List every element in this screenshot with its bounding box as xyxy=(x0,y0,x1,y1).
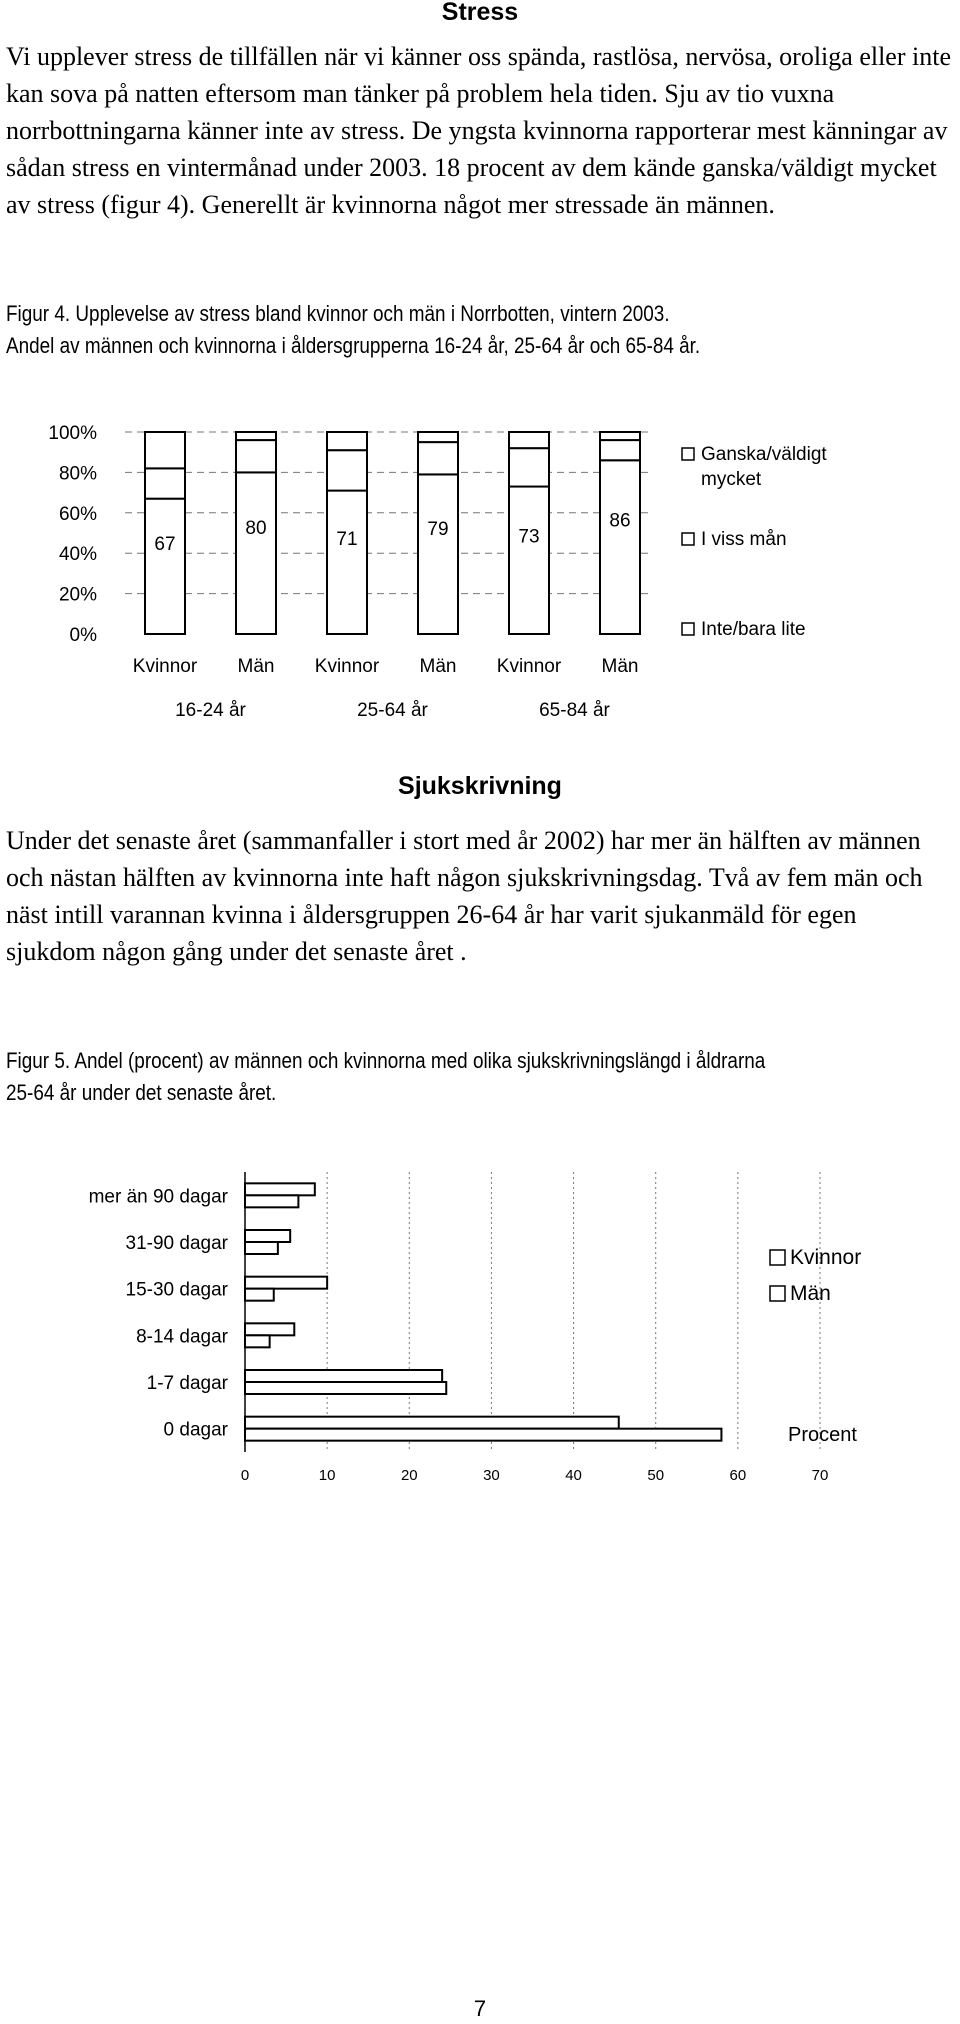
group-label: 25-64 år xyxy=(357,700,428,721)
group-label: 65-84 år xyxy=(539,700,610,721)
figure4-caption xyxy=(6,298,952,362)
bar-segment xyxy=(145,499,185,634)
bar-segment xyxy=(509,432,549,448)
bar-segment xyxy=(236,432,276,440)
category-label: Kvinnor xyxy=(496,656,562,677)
legend-swatch xyxy=(770,1286,785,1301)
bar-segment xyxy=(418,474,458,634)
x-axis-label: Procent xyxy=(788,1424,857,1446)
legend-label: I viss mån xyxy=(701,529,787,550)
sick-paragraph: Under det senaste året (sammanfaller i stort med år 2002) har mer än hälften av männen och nästan hälften av kvinnorna inte haft någon sjukskrivningsdag. Två av fem män och näst intill varannan kvinna i åldersgruppen 26-64 år har varit sjukanmäld för egen sjukdom någon gång under det senaste året . xyxy=(6,826,923,966)
bar-segment xyxy=(236,440,276,472)
group-label: 16-24 år xyxy=(175,700,246,721)
legend-swatch xyxy=(682,448,694,460)
category-label: mer än 90 dagar xyxy=(88,1186,228,1208)
bar xyxy=(245,1417,619,1429)
bar-segment xyxy=(509,448,549,486)
category-label: Kvinnor xyxy=(132,656,198,677)
data-label: 73 xyxy=(518,526,540,548)
x-tick-label: 60 xyxy=(729,1467,747,1484)
bar xyxy=(245,1289,274,1301)
category-label: Kvinnor xyxy=(314,656,380,677)
legend-swatch xyxy=(682,533,694,545)
sick-heading: Sjukskrivning xyxy=(398,772,562,800)
figure4-caption-line2: Andel av männen och kvinnorna i åldersgrupperna 16-24 år, 25-64 år och 65-84 år. xyxy=(6,333,701,358)
bar xyxy=(245,1323,294,1335)
bar xyxy=(245,1183,315,1195)
bar xyxy=(245,1382,446,1394)
legend-label: Kvinnor xyxy=(790,1246,862,1269)
category-label: 31-90 dagar xyxy=(125,1233,228,1254)
x-tick-label: 20 xyxy=(400,1467,418,1484)
bar xyxy=(245,1195,298,1207)
data-label: 86 xyxy=(609,510,631,532)
bar-segment xyxy=(327,491,367,634)
bar-segment xyxy=(600,440,640,460)
stress-chart xyxy=(0,410,960,720)
bar-segment xyxy=(418,432,458,442)
x-tick-label: 0 xyxy=(240,1467,250,1484)
stress-paragraph: Vi upplever stress de tillfällen när vi känner oss spända, rastlösa, nervösa, oroliga eller inte kan sova på natten eftersom man tänker på problem hela tiden. Sju av tio vuxna norrbottningarna känner inte av stress. De yngsta kvinnorna rapporterar mest känningar av sådan stress en vintermånad under 2003. 18 procent av dem kände ganska/väldigt mycket av stress (figur 4). Generellt är kvinnorna något mer stressade än männen. xyxy=(6,42,951,219)
bar-segment xyxy=(418,442,458,474)
figure5-caption xyxy=(6,1045,952,1109)
y-tick-label: 60% xyxy=(58,503,97,525)
bar xyxy=(245,1230,290,1242)
data-label: 71 xyxy=(336,529,358,551)
category-label: 0 dagar xyxy=(163,1419,228,1441)
y-tick-label: 80% xyxy=(58,463,97,485)
y-tick-label: 40% xyxy=(58,544,97,566)
legend-label: Ganska/väldigt xyxy=(701,444,827,465)
figure5-caption-line2: 25-64 år under det senaste året. xyxy=(6,1080,277,1105)
y-tick-label: 100% xyxy=(48,423,97,444)
legend-label: Män xyxy=(790,1282,831,1305)
y-tick-label: 0% xyxy=(69,625,97,646)
x-tick-label: 70 xyxy=(811,1467,829,1484)
x-tick-label: 40 xyxy=(565,1467,582,1484)
x-tick-label: 10 xyxy=(318,1467,336,1484)
category-label: 8-14 dagar xyxy=(136,1326,228,1348)
bar-segment xyxy=(509,487,549,634)
bar xyxy=(245,1370,442,1382)
page-number: 7 xyxy=(473,1996,487,2021)
bar xyxy=(245,1277,327,1289)
category-label: Män xyxy=(419,656,457,677)
stress-heading: Stress xyxy=(441,0,519,26)
bar-segment xyxy=(327,450,367,490)
category-label: Män xyxy=(237,656,275,677)
sick-leave-chart xyxy=(0,1150,960,1490)
y-tick-label: 20% xyxy=(58,584,97,606)
category-label: 1-7 dagar xyxy=(146,1373,228,1394)
bar xyxy=(245,1335,270,1347)
bar-segment xyxy=(145,468,185,498)
x-tick-label: 30 xyxy=(483,1467,500,1484)
category-label: Män xyxy=(601,656,639,677)
bar xyxy=(245,1429,721,1441)
bar-segment xyxy=(600,432,640,440)
data-label: 79 xyxy=(427,519,449,541)
data-label: 80 xyxy=(245,517,267,539)
x-tick-label: 50 xyxy=(647,1467,665,1484)
legend-label: Inte/bara lite xyxy=(701,619,806,640)
category-label: 15-30 dagar xyxy=(125,1279,228,1301)
data-label: 67 xyxy=(154,534,176,556)
figure4-caption-line1: Figur 4. Upplevelse av stress bland kvinnor och män i Norrbotten, vintern 2003. xyxy=(6,301,670,326)
bar-segment xyxy=(236,472,276,634)
figure5-caption-line1: Figur 5. Andel (procent) av männen och kvinnorna med olika sjukskrivningslängd i åldrarna xyxy=(6,1048,766,1073)
bar-segment xyxy=(600,460,640,634)
bar-segment xyxy=(327,432,367,450)
legend-swatch xyxy=(682,623,694,635)
bar xyxy=(245,1242,278,1254)
legend-swatch xyxy=(770,1250,785,1265)
legend-label: mycket xyxy=(701,469,762,490)
bar-segment xyxy=(145,432,185,468)
